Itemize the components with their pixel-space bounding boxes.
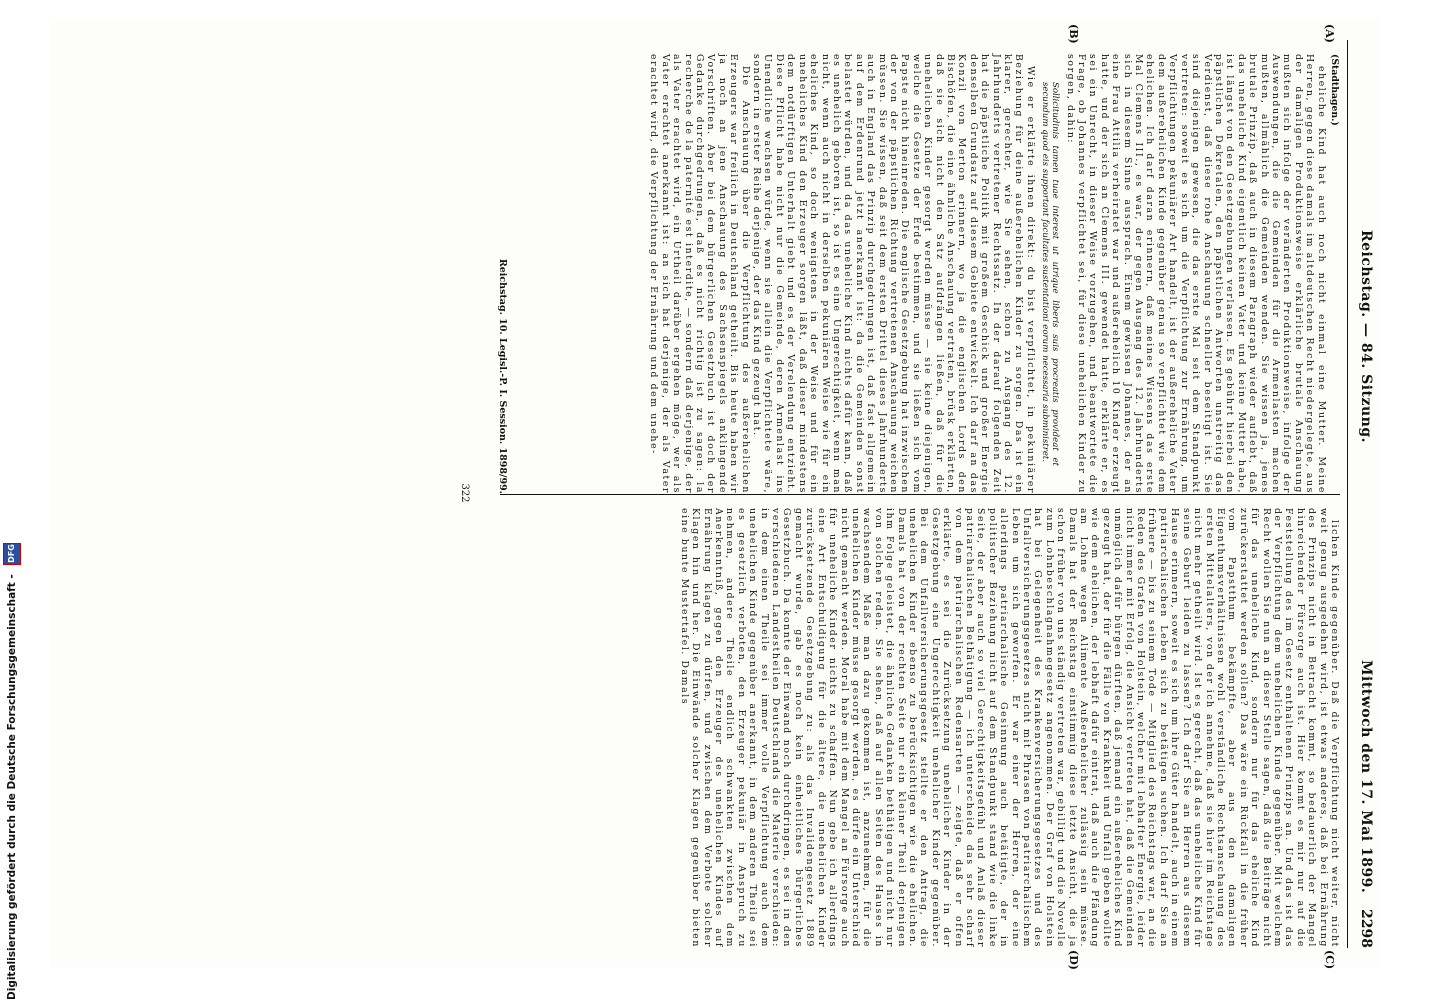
margin-marker-a: (A) [1323,24,1336,43]
page-number: 322 [459,483,470,503]
paragraph: lichen Kinde gegenüber. Daß die Verpflichtung nicht weiter, nicht weit genug ausgedehnt wird, ist etwas anderes, daß bei Ernährung des Prinzips nicht in Betracht kommt, so bedauerlich der Mangel hinreichender Fürsorge auch ist. Hier kommt es mir nur auf die Feststellung des im Gesetz enthaltenen Prinzips an. Und das ist das der Verpflichtung dem unehelichen Kinde gegenüber. Mit welchem Recht wollen Sie nun an dieser Stelle sagen, daß die Beiträge nicht für das uneheliche Kind, sondern nur für das eheliche Kind zurückerstattet werden sollen? Das wäre ein Rückfall in die früher vom Papstthum bekämpfte, aber aus den damaligen Eigenthumsverhältnissen wohl verständliche Rechtsanschauung des ersten Mittelalters, von der ich annehme, daß sie hier im Reichstage nicht mehr getheilt wird. Ist es gerecht, daß das uneheliche Kind für seine Geburt leiden zu lassen? Ich darf Sie an Herren aus diesem Hause erinnern, soweit es sich um ihre Güter handelt, auch in einem patriarchalischen Leben sich zu betätigen suchen. Ich darf Sie an frühere — bis zu seinem Tode — Mitglied des Reichstags war, an die Reden des Grafen von Holstein, welcher mit lebhafter Energie, leider nicht immer mit Erfolg, die Ansicht vertreten hat, daß die Gemeinden unmöglich dafür bürgen dürften, daß jemand ein außereheliches Kind gezeugt hat, der für die Fälle von Krankheit und Unfall geben wollte wie dem ehelichen, der lebhaft dafür eintrat, daß auch die Pfändung am Lohne wegen Alimente Außerehelicher zulässig sein müsse. Damals hat der Reichstag einstimmig diese letzte Ansicht, die ja schon früher von uns ständig vertreten war, gebilligt und die Novelle zum Lohnbeschlagnahmegesetz angenommen. Der Graf von Holstein hat bei Gelegenheit des Krankenversicherungsgesetzes und des Unfallversicherungsgesetzes nicht mit Phrasen von patriarchalischem Leben um sich geworfen. Er war einer der Herren, der eine allerdings patriarchalische Gesinnung auch betätigte, der in politischer Beziehung nicht auf dem Standpunkt stand wie die linke Seite, der aber auch so viel Gerechtigkeitsgefühl und Anlaß dieser patriarchalischen Bethätigung — ich unterscheide das sehr scharf von dem patriarchalischen Redensarten — zeigte, daß er offen erklärte, es sei die Zurücksetzung unehelicher Kinder in der Gesetzgebung eine Ungerechtigkeit unehelicher Kinder gegenüber. Bei dem Unfallversicherungsgesetz stellte er den Antrag, die unehelichen Kinder ebenso zu berücksichtigen wie die ehelichen. Damals hat von der rechten Seite nur ein kleiner Theil derjenigen ihm Folge geleistet, die ähnliche Gedanken bethätigen und nicht nur von solchen reden. Sie sehen, daß auf allen Seiten des Hauses in wachsendem Maße man dazu gekommen ist, anzunehmen, für die unehelichen Kinder müsse gesorgt werden, es dürfe ein Unterschied nicht gemacht werden. Moral habe mit dem Mangel an Fürsorge auch für uneheliche Kinder nichts zu schaffen. Nun gebe ich allerdings eine Art Entschuldigung für die ältere, die unehelichen Kinder zurücksetzende Gesetzgebung zu: als das Invalidengesetz 1889 gemacht wurde, gab es noch kein einheitliches bürgerliches Gesetzbuch. Da konnte der Einwand noch durchdringen, es sei in den verschiedenen Landestheilen Deutschlands die Materie verschieden: in dem einen Theile sei immer volle Verpflichtung auch dem unehelichen Kinde gegenüber anerkannt, in dem anderen Theile sei es gesetzlich verboten, den Erzeuger pekuniär in Anspruch zu nehmen, andere Theile endlich schwankten zwischen dem Anerkenntniß, gegen den Erzeuger des unehelichen Kindes auf Ernährung klagen zu dürfen, und zwischen dem Verbote solcher Klagen hin und her. Die Einwände solcher Klagen gegenüber bieten eine bunte Mustertafel. Damals [678,508,1340,948]
dfg-logo-icon: DFG [3,543,21,565]
latin-quote: Sollicitudinis tamen tuae interest ut utrique liberis suis procreatis provideat et secundum quod eis supportant facultates sustentationi eorum necessaria subministret. [1040,82,1061,466]
paragraph: Die Anschauung über die Verpflichtung des außerehelichen Erzeugers war freilich in Deutschland getheilt. Bis heute haben wir ja noch an jene Anschauung des Sachsenspiegels anklingende Vorschriften. Aber bei dem bürgerlichen Gesetzbuch ist doch der Gedanke durchgedrungen, daß es nicht richtig ist zu sagen: la recherche de la paternité est interdite, — sondern daß derjenige, der als Vater erachtet wird, ein Urtheil darüber ergehen möge, wer als Vater erachtet anerkannt ist: an sich hat derjenige, der als Vater erachtet wird, die Verpflichtung der Ernährung und dem unehe- [648,54,751,494]
running-head-page-number: 2298 [1358,909,1374,948]
margin-marker-b: (B) [1067,24,1080,44]
running-head-date: Mittwoch den 17. Mai 1899. [1358,660,1374,894]
margin-marker-d: (D) [1067,950,1080,970]
speaker-name: (Stadthagen.) [1329,54,1340,126]
running-head-title: Reichstag. — 84. Sitzung. [1358,230,1374,443]
session-footer: Reichstag. 10. Legisl.-P. I. Session. 1898/99. [497,258,508,494]
running-head [1352,40,1378,948]
document-page [50,18,1380,968]
paragraph: Wie er erklärte ihnen direkt: du bist verpflichtet, in pekuniärer Beziehung für deine außerehelichen Kinder zu sorgen. Das ist ein klarer, gerechter, wie Sie sehen, schon zu Ausgang des 12. Jahrhunderts vertretener Rechtssatz. In der darauf folgenden Zeit hat die päpstliche Politik mit großem Geschick und großer Energie denselben Grundsatz auf diesem Gebiete entwickelt. Ich darf an das Konzil von Merton erinnern, wo ja die englischen Lords den Bischöfen, die eine ähnliche Anschauung vertraten, brüsk erklärten, daß sie sich nicht den Satz aufdrängen ließen, daß für die unehelichen Kinder gesorgt werden müsse — sie keine diejenigen, welche die Gesetze der Erde bestimmen, und sie ließen sich vom Papste nicht hineinreden. Die englische Gesetzgebung hat inzwischen der von der päpstlichen Richtung vertretenen Anschauung weichen müssen. Sie wissen, daß seit dem ersten Drittel dieses Jahrhunderts auch in England das Prinzip durchgedrungen ist, daß fast allgemein auf dem Erdenrund jetzt anerkannt ist: da die Gemeinden sonst belastet würden, und da das uneheliche Kind nichts dafür kann, daß es unehelich geboren ist, so ist es eine Ungerechtigkeit, wenn man nicht, wenn auch nicht in derselben pekuniären Weise wie für ein eheliches Kind, so doch wenigstens in der Weise und für ein uneheliches Kind den Erzeuger sorgen läßt, daß dieser mindestens dem notdürftigen Unterhalt giebt und es der Verelendung entzieht. Diese Pflicht habe nicht nur die Gemeinde, deren Armenlast ins Unendliche wachsen würde, wenn sie allein die Verpflichtete wäre, sondern in erster Reihe derjenige, der das Kind gezeugt hat. [751,54,1036,494]
watermark-text: Digitalisierung gefördert durch die Deutsche Forschungsgemeinschaft - [6,574,18,1000]
header-rule [1347,40,1348,948]
dfg-watermark [0,280,24,1000]
column-divider [500,494,1340,495]
left-column [648,54,1340,494]
paragraph: eheliche Kind hat auch noch nicht einmal eine Mutter. Meine Herren, gegen diese damals im altdeutschen Recht niedergelegte, aus der damaligen Produktionsweise erklärliche brutale Anschauung mußten sich infolge der veränderten Produktionsweise, infolge der Auswendungen, die die Gemeinden für die Armenlasten machen mußten, allmählich die Gemeinden wenden. Sie wissen ja, jenes brutale Prinzip, daß auch in diesem Paragraph wieder auflebt, daß das uneheliche Kind eigentlich keinen Vater und keine Mutter habe, ist längst von den Gesetzgebungen verlassen. Es gebührt hierbei den päpstlichen Dekretalen, den päpstlichen Antworten unstreitig das Verdienst, daß diese rohe Anschauung schneller beseitigt ist. Sie sind diejenigen gewesen, die das erste Mal seit dem Standpunkt vertreten: soweit es sich um die Verpflichtung zur Ernährung, um Verpflichtungen pekuniärer Art handelt, ist der außereheliche Vater dem außerehelichen Kinde gegenüber genau so verpflichtet wie dem ehelichen. Ich darf daran erinnern, daß meines Wissens das erste Mal Clemens III., es war, der gegen Ausgang des 12. Jahrhunderts sich in diesem Sinne aussprach. Einem gewissen Johannes, der an eine Frau Attilia verheiratet war und außerehelich 10 Kinder erzeugt hatte, und der sich an Clemens III. gewendet hatte, erklärte er, es sei ein Unrecht, in dieser Weise vorzugehen, und beantwortete die Frage, ob Johannes verpflichtet sei, für diese unehelichen Kinder zu sorgen, dahin: [1064,54,1327,494]
right-column [678,508,1340,948]
margin-marker-c: (C) [1323,950,1336,970]
